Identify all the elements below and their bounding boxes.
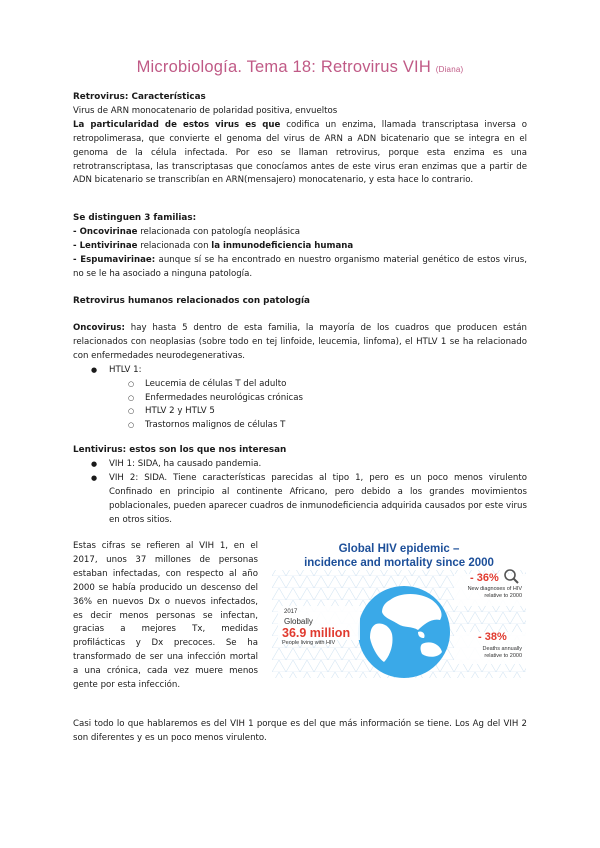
author-label: (Diana) xyxy=(435,65,464,74)
oncovirus-list xyxy=(73,364,527,434)
section-oncovirus xyxy=(73,322,527,433)
section-lentivirus xyxy=(73,444,527,527)
stat1-value: - 36% xyxy=(470,572,499,584)
globally-label: Globally xyxy=(284,617,313,626)
section-heading: Retrovirus: Características xyxy=(73,92,206,102)
section-heading: Lentivirus: estos son los que nos interesan xyxy=(73,445,287,455)
list-item: ● VIH 2: SIDA. Tiene características parecidas al tipo 1, pero es un poco menos virulento Confinado en principio al continente Africano, pero debido a los grandes movimientos poblacionales, pueden aparecer cuadros de inmunodeficiencia adquirida causados por este virus en otros sitios. xyxy=(73,472,527,528)
paragraph-cifras: Estas cifras se refieren al VIH 1, en el 2017, unos 37 millones de personas estaban infectadas, con respecto al año 2000 se había producido un descenso del 36% en nuevos Dx o nuevos infectados, es decir menos personas se infectan, gracias a mejores Tx, medidas profilácticas y Dx precoces. Se ha transformado de ser una infección mortal a una crónica, cada vez muere menos gente por esta infección. xyxy=(73,541,258,691)
people-number: 36.9 million xyxy=(282,626,351,640)
section-heading: Retrovirus humanos relacionados con patología xyxy=(73,296,310,306)
hiv-infographic xyxy=(272,540,526,678)
list-item: ○ HTLV 2 y HTLV 5 xyxy=(73,405,527,419)
family-item: - Oncovirinae relacionada con patología neoplásica xyxy=(73,226,300,237)
list-item: ○ Trastornos malignos de células T xyxy=(73,419,527,433)
section-heading: Se distinguen 3 familias: xyxy=(73,213,197,223)
page-title: Microbiología. Tema 18: Retrovirus VIH (Diana) xyxy=(136,58,464,76)
family-item: - Lentivirinae relacionada con la inmunodeficiencia humana xyxy=(73,240,354,251)
stat1-label: New diagnoses of HIV relative to 2000 xyxy=(467,586,522,599)
section-humanos xyxy=(73,295,527,309)
list-item: ○ Leucemia de células T del adulto xyxy=(73,378,527,392)
family-item: - Espumavirinae: aunque sí se ha encontrado en nuestro organismo material genético de estos virus, no se le ha asociado a ninguna patología. xyxy=(73,254,527,279)
list-item: ○ Enfermedades neurológicas crónicas xyxy=(73,392,527,406)
lentivirus-list xyxy=(73,458,527,528)
paragraph: La particularidad de estos virus es que codifica un enzima, llamada transcriptasa inversa o retropolimerasa, que convierte el genoma del virus de ARN a ADN bicatenario que se integra en el genoma de la célula infectada. Por eso se llaman retrovirus, porque esta enzima es una retrotranscriptasa, las transcriptasas que conocíamos antes de este virus eran enzimas que a partir de ADN bicatenario se transcribían en ARN(mensajero) monocatenario, y esta hace lo contrario. xyxy=(73,119,527,186)
list-item: ● HTLV 1: xyxy=(73,364,527,378)
year-label: 2017 xyxy=(284,609,298,615)
paragraph: Oncovirus: hay hasta 5 dentro de esta familia, la mayoría de los cuadros que producen están relacionados con neoplasias (sobre todo en tej linfoide, leucemia, linfoma), el HTLV 1 se ha relacionado con enfermedades neurodegenerativas. xyxy=(73,323,527,361)
paragraph-closing: Casi todo lo que hablaremos es del VIH 1 porque es del que más información se tiene. Los Ag del VIH 2 son diferentes y es un poco menos virulento. xyxy=(73,719,527,743)
section-familias xyxy=(73,212,527,282)
paragraph: Virus de ARN monocatenario de polaridad positiva, envueltos xyxy=(73,105,338,116)
section-caracteristicas xyxy=(73,91,527,188)
stat2-value: - 38% xyxy=(478,631,507,643)
people-label: People living with HIV xyxy=(282,640,336,646)
infographic-title: Global HIV epidemic – incidence and mortality since 2000 xyxy=(304,543,494,569)
list-item: ● VIH 1: SIDA, ha causado pandemia. xyxy=(73,458,527,472)
stat2-label: Deaths annually relative to 2000 xyxy=(482,646,522,659)
